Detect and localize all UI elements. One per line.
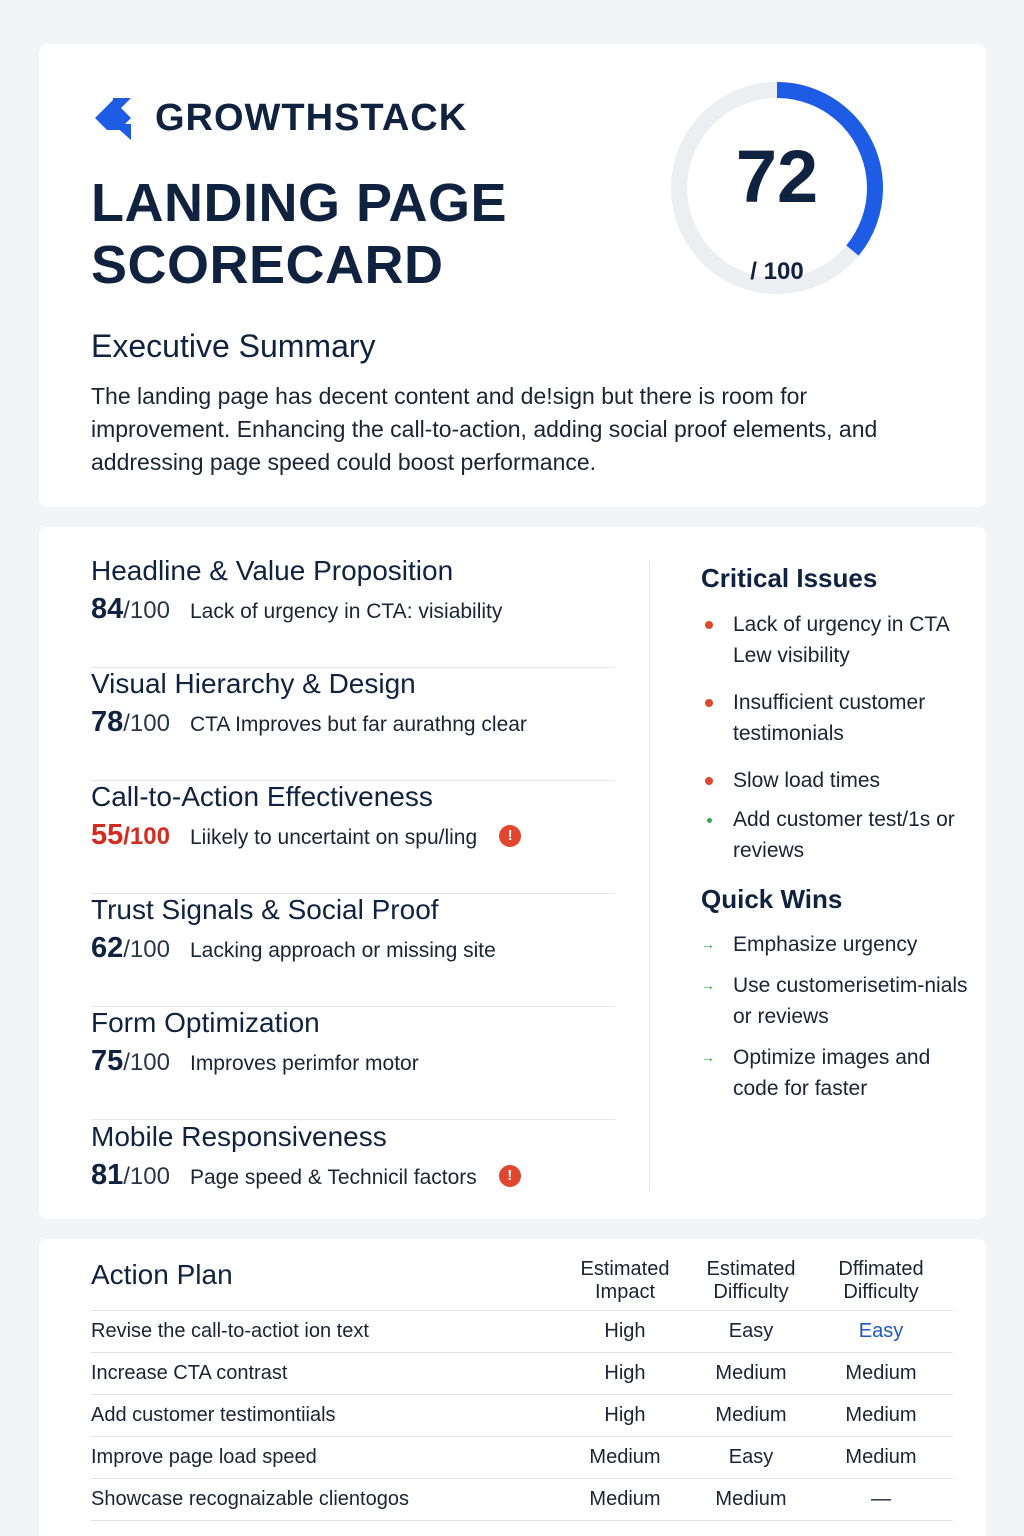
category-score: 55: [91, 819, 124, 851]
executive-summary-text: The landing page has decent content and de!sign but there is room for improvement. Enhancing the call-to-action, adding social proof elements, and addressing page speed could boost performance.: [91, 383, 878, 475]
categories-card: [39, 527, 986, 1219]
score-max: / 100: [750, 258, 804, 285]
list-item: Add customer test/1s or reviews: [701, 804, 971, 866]
category-form-optimization: [91, 1007, 615, 1120]
impact-cell: High: [604, 1362, 646, 1384]
difficulty-2-cell: Medium: [845, 1362, 917, 1384]
action-plan-title: Action Plan: [91, 1259, 233, 1290]
category-visual-hierarchy: [91, 668, 615, 781]
score-gauge: [669, 80, 885, 296]
difficulty-2-cell: Easy: [858, 1320, 904, 1342]
quick-wins-list: [701, 929, 971, 1104]
category-desc: Improves perimfor motor: [189, 1052, 419, 1075]
category-name: Form Optimization: [91, 1007, 320, 1038]
list-item: Slow load times: [701, 765, 971, 796]
column-header-difficulty: Estimated Difficulty: [706, 1258, 796, 1303]
category-score: 84: [91, 593, 124, 625]
difficulty-2-cell: Medium: [845, 1404, 917, 1426]
difficulty-cell: Easy: [728, 1446, 774, 1468]
brand: [91, 94, 467, 142]
alert-icon: [499, 825, 521, 847]
brand-name: GROWTHSTACK: [155, 96, 468, 139]
category-trust-signals: [91, 894, 615, 1007]
column-separator: [649, 561, 650, 1191]
category-name: Mobile Responsiveness: [91, 1121, 387, 1152]
action-cell: Showcase recognaizable clientogos: [91, 1488, 409, 1510]
category-score: 75: [91, 1045, 124, 1077]
category-max: /100: [123, 710, 170, 737]
action-cell: Add customer testimontiials: [91, 1404, 336, 1426]
impact-cell: Medium: [589, 1446, 661, 1468]
executive-summary-heading: Executive Summary: [91, 328, 376, 364]
action-plan-card: [39, 1239, 986, 1536]
column-header-difficulty-2: Dffimated Difficulty: [838, 1258, 924, 1303]
difficulty-cell: Medium: [715, 1404, 787, 1426]
category-name: Headline & Value Proposition: [91, 555, 454, 586]
column-header-impact: Estimated Impact: [580, 1258, 670, 1303]
category-score: 81: [91, 1159, 124, 1191]
list-item: Insufficient customer testimonials: [701, 687, 971, 749]
category-score: 78: [91, 706, 124, 738]
action-cell: Revise the call-to-actiot ion text: [91, 1320, 369, 1342]
growthstack-logo-icon: [91, 94, 139, 142]
critical-issues-list: [701, 609, 971, 866]
category-mobile-responsiveness: [91, 1121, 615, 1201]
table-row: [91, 1310, 953, 1352]
impact-cell: High: [604, 1404, 646, 1426]
category-max: /100: [123, 1049, 170, 1076]
difficulty-2-cell: Medium: [845, 1446, 917, 1468]
title-line-2: SCORECARD: [91, 235, 444, 295]
summary-card: [39, 44, 986, 507]
category-desc: Lack of urgency in CTA: visiability: [189, 600, 503, 623]
list-item: → Emphasize urgency: [701, 929, 971, 960]
critical-issues-heading: Critical Issues: [701, 563, 878, 593]
impact-cell: High: [604, 1320, 646, 1342]
category-name: Trust Signals & Social Proof: [91, 894, 439, 925]
category-max: /100: [123, 823, 170, 850]
category-max: /100: [123, 597, 170, 624]
title-line-1: LANDING PAGE: [91, 173, 508, 233]
category-name: Call-to-Action Effectiveness: [91, 781, 433, 812]
table-row: [91, 1394, 953, 1436]
score-value: 72: [735, 135, 819, 218]
category-max: /100: [123, 936, 170, 963]
category-desc: Page speed & Technicil factors: [189, 1166, 477, 1189]
category-headline: [91, 555, 615, 668]
category-desc: CTA Improves but far aurathng clear: [189, 713, 527, 736]
action-cell: Improve page load speed: [91, 1446, 317, 1468]
difficulty-cell: Medium: [715, 1488, 787, 1510]
table-row: [91, 1352, 953, 1394]
quick-wins-heading: Quick Wins: [701, 884, 843, 914]
difficulty-cell: Easy: [728, 1320, 774, 1342]
category-desc: Lacking approach or missing site: [189, 939, 496, 962]
difficulty-2-cell: —: [871, 1488, 891, 1510]
list-item: Lack of urgency in CTA Lew visibility: [701, 609, 971, 671]
impact-cell: Medium: [589, 1488, 661, 1510]
divider: [91, 1119, 615, 1120]
alert-icon: [499, 1165, 521, 1187]
table-row-divider: [91, 1520, 953, 1536]
table-row: [91, 1478, 953, 1520]
list-item: → Use customerisetim-nials or reviews: [701, 970, 971, 1032]
list-item: → Optimize images and code for faster: [701, 1042, 971, 1104]
category-max: /100: [123, 1163, 170, 1190]
category-cta-effectiveness: [91, 781, 615, 894]
category-score: 62: [91, 932, 124, 964]
action-cell: Increase CTA contrast: [91, 1362, 288, 1384]
category-name: Visual Hierarchy & Design: [91, 668, 416, 699]
difficulty-cell: Medium: [715, 1362, 787, 1384]
category-desc: Liikely to uncertaint on spu/ling: [189, 826, 478, 849]
table-row: [91, 1436, 953, 1478]
page-title: [91, 172, 507, 296]
